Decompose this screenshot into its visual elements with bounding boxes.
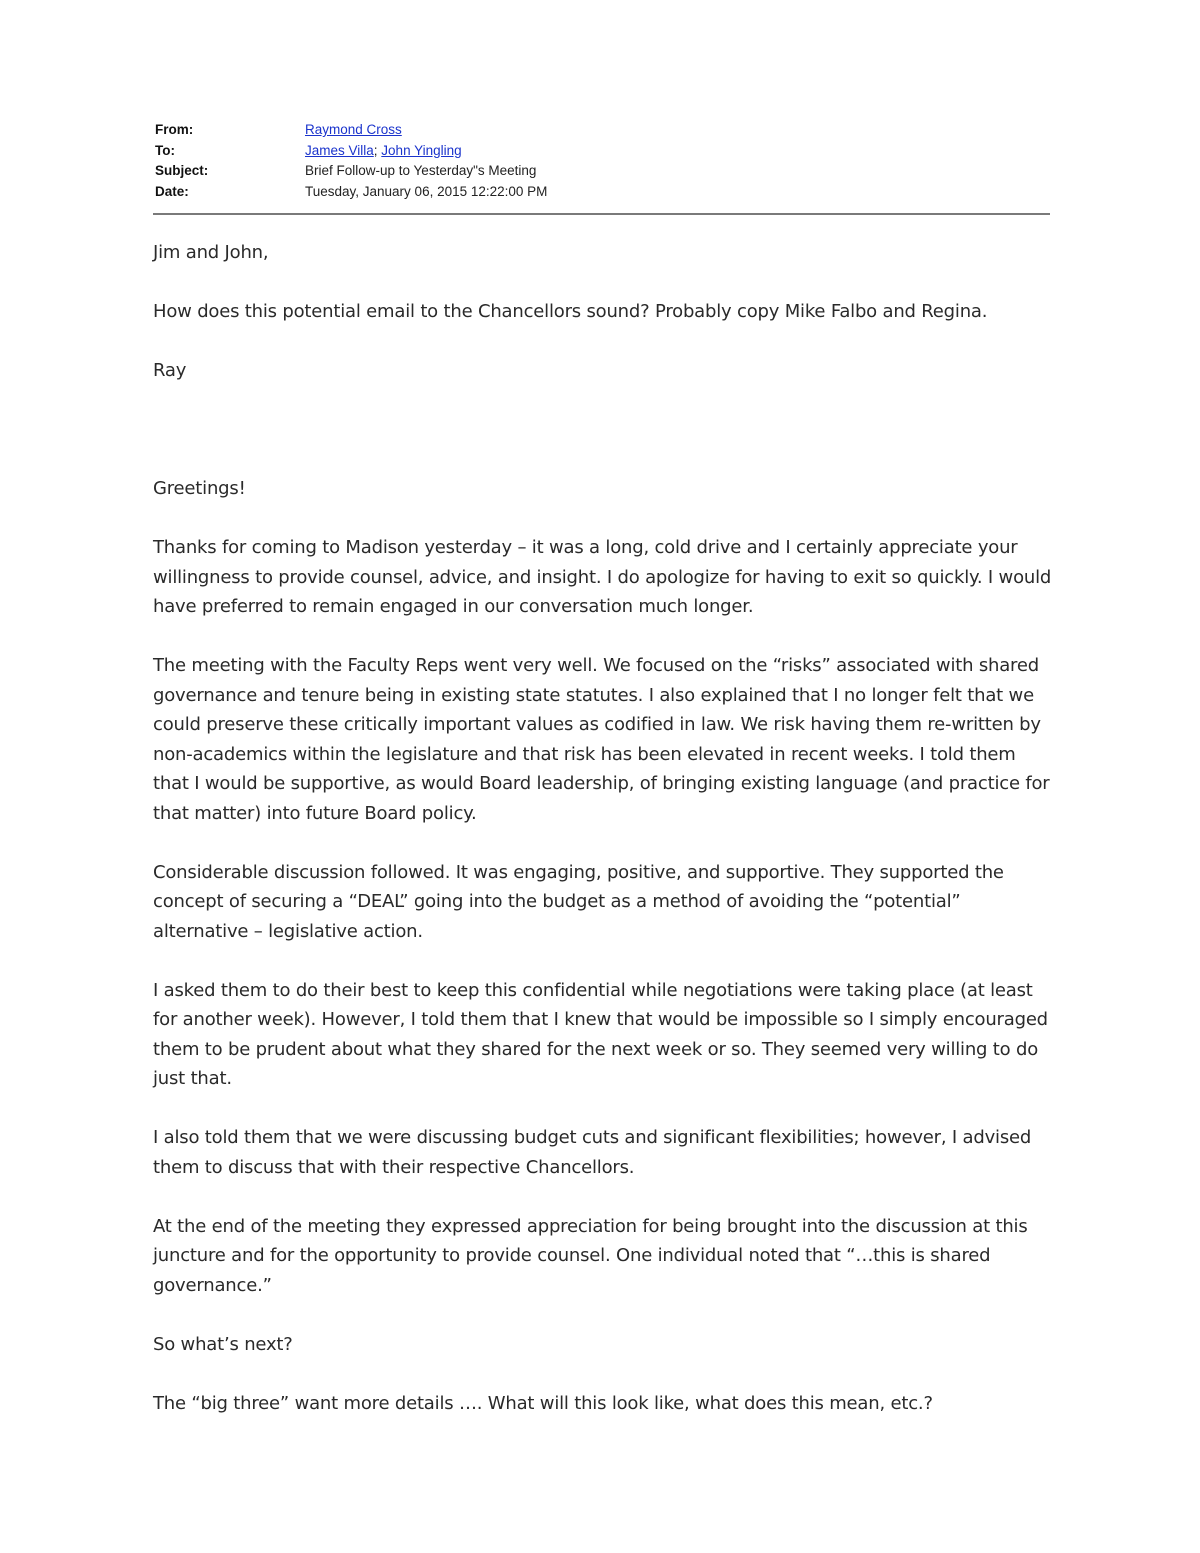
intro-paragraph: How does this potential email to the Chancellors sound? Probably copy Mike Falbo and Regina. bbox=[153, 301, 988, 322]
draft-greeting: Greetings! bbox=[153, 478, 246, 499]
from-row bbox=[155, 120, 1050, 141]
from-label: From: bbox=[155, 122, 194, 137]
to-value bbox=[305, 141, 462, 162]
to-label: To: bbox=[155, 142, 175, 158]
email-body bbox=[153, 238, 1053, 1448]
subject-label: Subject: bbox=[155, 163, 209, 179]
header-divider bbox=[153, 213, 1050, 215]
email-header bbox=[155, 120, 1050, 203]
body-paragraph-7: So what’s next? bbox=[153, 1333, 293, 1355]
to-recipient-link-1[interactable]: James Villa bbox=[305, 142, 374, 158]
greeting-line: Jim and John, bbox=[153, 242, 269, 263]
from-value bbox=[305, 120, 402, 141]
subject-value: Brief Follow-up to Yesterday"s Meeting bbox=[305, 163, 537, 179]
to-separator: ; bbox=[373, 142, 382, 158]
to-recipient-link-2[interactable]: John Yingling bbox=[381, 142, 462, 158]
from-sender-link[interactable]: Raymond Cross bbox=[305, 122, 402, 137]
date-value: Tuesday, January 06, 2015 12:22:00 PM bbox=[305, 184, 548, 200]
date-row bbox=[155, 182, 1050, 203]
body-paragraph-8: The “big three” want more details …. What will this look like, what does this mean, etc.? bbox=[153, 1392, 933, 1414]
body-paragraph-6: At the end of the meeting they expressed appreciation for being brought into the discussion at this juncture and for the opportunity to provide counsel. One individual noted that “…this is shared governance.” bbox=[153, 1215, 1028, 1296]
body-paragraph-5: I also told them that we were discussing budget cuts and significant flexibilities; however, I advised them to discuss that with their respective Chancellors. bbox=[153, 1127, 1032, 1178]
subject-row bbox=[155, 161, 1050, 182]
body-paragraph-2: The meeting with the Faculty Reps went very well. We focused on the “risks” associated with shared governance and tenure being in existing state statutes. I also explained that I no longer felt that we could preserve these critically important values as codified in law. We risk having them re-written by non-academics within the legislature and that risk has been elevated in recent weeks. I told them that I would be supportive, as would Board leadership, of bringing existing language (and practice for that matter) into future Board policy. bbox=[153, 655, 1050, 824]
body-spacer bbox=[153, 415, 1053, 474]
to-row bbox=[155, 141, 1050, 162]
date-label: Date: bbox=[155, 184, 189, 200]
signoff-line: Ray bbox=[153, 360, 187, 381]
body-paragraph-4: I asked them to do their best to keep this confidential while negotiations were taking place (at least for another week). However, I told them that I knew that would be impossible so I simply encouraged them to be prudent about what they shared for the next week or so. They seemed very willing to do just that. bbox=[153, 979, 1048, 1089]
body-paragraph-3: Considerable discussion followed. It was engaging, positive, and supportive. They supported the concept of securing a “DEAL” going into the budget as a method of avoiding the “potential” alternative – legislative action. bbox=[153, 861, 1004, 942]
body-paragraph-1: Thanks for coming to Madison yesterday – it was a long, cold drive and I certainly appreciate your willingness to provide counsel, advice, and insight. I do apologize for having to exit so quickly. I would have preferred to remain engaged in our conversation much longer. bbox=[153, 537, 1052, 617]
